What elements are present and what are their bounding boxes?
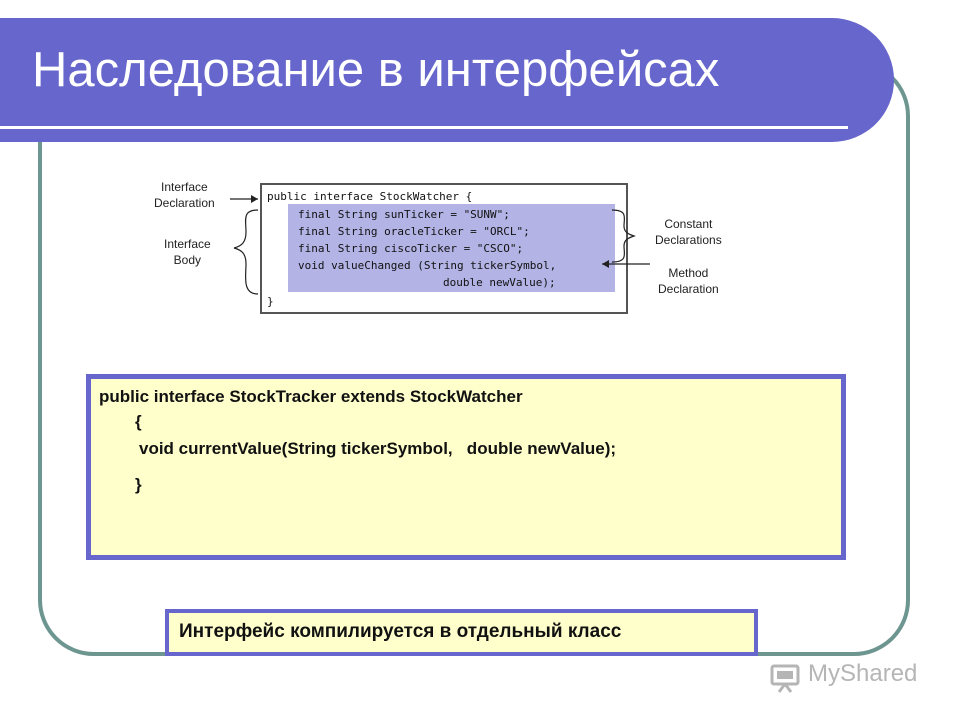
label-line: Declaration xyxy=(154,196,215,210)
title-underline xyxy=(0,126,848,129)
label-line: Declaration xyxy=(658,282,719,296)
slide-title: Наследование в интерфейсах xyxy=(32,43,720,97)
label-line: Interface xyxy=(164,237,211,251)
code-line: final String oracleTicker = "ORCL"; xyxy=(298,225,530,238)
label-line: Method xyxy=(668,266,709,280)
note-box xyxy=(165,609,758,656)
watermark-text: MyShared xyxy=(808,660,918,687)
code-line: final String sunTicker = "SUNW"; xyxy=(298,208,510,221)
code-line: void currentValue(String tickerSymbol, double newValue); xyxy=(139,439,617,458)
label-line: Body xyxy=(173,253,202,267)
label-interface-declaration xyxy=(154,179,215,211)
code-line: public interface StockTracker extends StockWatcher xyxy=(99,387,523,406)
slide-frame xyxy=(38,60,910,656)
label-line: Declarations xyxy=(655,233,722,247)
diagram-connectors xyxy=(150,170,750,330)
note-text: Интерфейс компилируется в отдельный класс xyxy=(179,621,622,642)
label-line: Interface xyxy=(161,180,208,194)
code-line: } xyxy=(135,475,142,494)
code-line: public interface StockWatcher { xyxy=(267,190,473,203)
label-constant-declarations xyxy=(655,216,722,248)
label-method-declaration xyxy=(658,265,719,297)
interface-diagram xyxy=(150,170,750,330)
label-line: Constant xyxy=(664,217,713,231)
code-line: } xyxy=(267,295,274,308)
code-line: final String ciscoTicker = "CSCO"; xyxy=(298,242,524,255)
code-line: double newValue); xyxy=(443,276,556,289)
label-interface-body xyxy=(164,236,211,268)
stocktracker-code-panel xyxy=(86,374,846,560)
code-line: { xyxy=(135,412,142,431)
presentation-icon xyxy=(768,658,804,694)
code-line: void valueChanged (String tickerSymbol, xyxy=(298,259,557,272)
watermark xyxy=(768,656,928,696)
